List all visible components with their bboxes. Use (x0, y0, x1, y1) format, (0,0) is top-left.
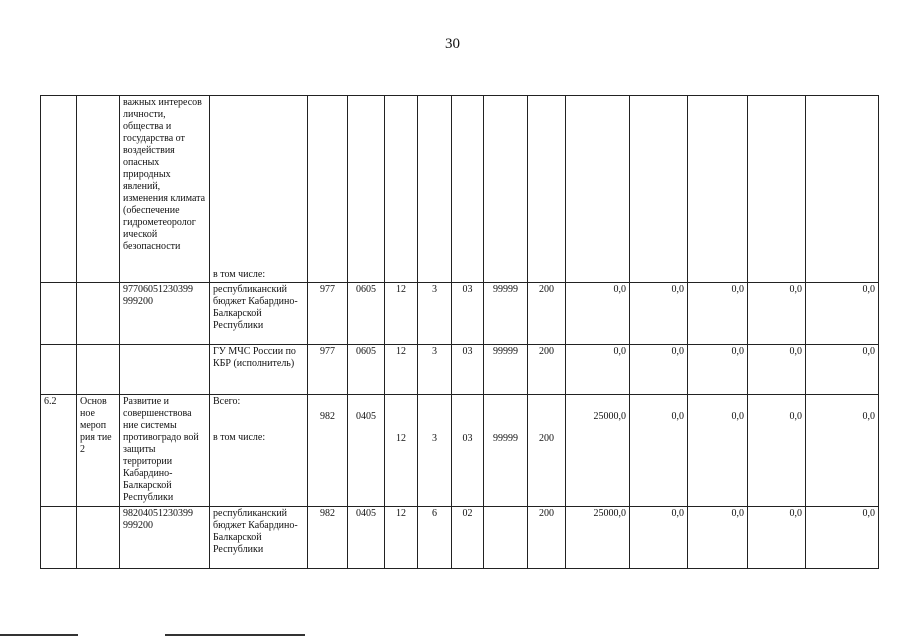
cell-code: 97706051230399 999200 (120, 283, 210, 345)
cell-number (41, 507, 77, 569)
cell-amount-2: 0,0 (630, 283, 688, 345)
cell-amount-4: 0,0 (748, 283, 806, 345)
cell-gp: 12 (385, 507, 418, 569)
cell-code: 98204051230399 999200 (120, 507, 210, 569)
cell-amount-3 (688, 96, 748, 283)
cell-amount-2 (630, 96, 688, 283)
cell-amount-5 (806, 96, 879, 283)
cell-amount-4: 0,0 (748, 345, 806, 395)
cell-gp: 12 (385, 345, 418, 395)
table-row (41, 507, 879, 569)
cell-om: 03 (452, 395, 484, 507)
cell-number (41, 345, 77, 395)
cell-status (77, 283, 120, 345)
cell-gp: 12 (385, 395, 418, 507)
cell-amount-5: 0,0 (806, 507, 879, 569)
cell-vr: 200 (528, 283, 566, 345)
cell-grbs: 977 (308, 345, 348, 395)
table-row (41, 395, 879, 507)
cell-vr: 200 (528, 507, 566, 569)
cell-number (41, 96, 77, 283)
cell-amount-3: 0,0 (688, 345, 748, 395)
cell-amount-2: 0,0 (630, 345, 688, 395)
cell-rzpr: 0405 (348, 507, 385, 569)
cell-status: Основ ное мероп рия тие 2 (77, 395, 120, 507)
cell-source (210, 395, 308, 507)
cell-name: важных интересов личности, общества и государства от воздействия опасных природных явлений, изменения климата (обеспечение гидрометеоролог ической безопасности (120, 96, 210, 283)
cell-number (41, 283, 77, 345)
cell-amount-1: 0,0 (566, 283, 630, 345)
cell-pgp: 3 (418, 395, 452, 507)
cell-amount-3: 0,0 (688, 283, 748, 345)
including-label: в том числе: (213, 432, 266, 443)
cell-amount-5: 0,0 (806, 345, 879, 395)
cell-om: 02 (452, 507, 484, 569)
cell-amount-1: 25000,0 (566, 395, 630, 507)
cell-source: в том числе: (210, 96, 308, 283)
cell-status (77, 96, 120, 283)
cell-gp: 12 (385, 283, 418, 345)
cell-grbs (308, 96, 348, 283)
total-label: Всего: (213, 396, 241, 407)
table-row (41, 283, 879, 345)
cell-direction (484, 96, 528, 283)
cell-vr: 200 (528, 345, 566, 395)
cell-om: 03 (452, 345, 484, 395)
cell-grbs: 982 (308, 507, 348, 569)
scan-line (0, 634, 78, 636)
cell-amount-3: 0,0 (688, 395, 748, 507)
cell-vr (528, 96, 566, 283)
cell-rzpr: 0405 (348, 395, 385, 507)
cell-rzpr (348, 96, 385, 283)
cell-direction: 99999 (484, 395, 528, 507)
cell-om (452, 96, 484, 283)
cell-pgp: 6 (418, 507, 452, 569)
cell-status (77, 345, 120, 395)
cell-amount-4: 0,0 (748, 395, 806, 507)
cell-amount-1 (566, 96, 630, 283)
cell-amount-5: 0,0 (806, 395, 879, 507)
cell-name: Развитие и совершенствова ние системы противоградо вой защиты территории Кабардино-Балкарской Республики (120, 395, 210, 507)
cell-amount-1: 25000,0 (566, 507, 630, 569)
cell-direction: 99999 (484, 283, 528, 345)
cell-pgp: 3 (418, 345, 452, 395)
cell-direction: 99999 (484, 345, 528, 395)
cell-om: 03 (452, 283, 484, 345)
cell-number: 6.2 (41, 395, 77, 507)
cell-amount-2: 0,0 (630, 507, 688, 569)
cell-source: республиканский бюджет Кабардино-Балкарской Республики (210, 283, 308, 345)
cell-source: ГУ МЧС России по КБР (исполнитель) (210, 345, 308, 395)
cell-pgp (418, 96, 452, 283)
cell-amount-4: 0,0 (748, 507, 806, 569)
scan-artifact-lines (0, 634, 905, 638)
cell-rzpr: 0605 (348, 345, 385, 395)
cell-source: республиканский бюджет Кабардино-Балкарской Республики (210, 507, 308, 569)
table-row (41, 96, 879, 283)
cell-vr: 200 (528, 395, 566, 507)
cell-grbs: 982 (308, 395, 348, 507)
budget-table (40, 95, 879, 569)
scan-line (165, 634, 305, 636)
table-row (41, 345, 879, 395)
cell-direction (484, 507, 528, 569)
cell-rzpr: 0605 (348, 283, 385, 345)
cell-amount-1: 0,0 (566, 345, 630, 395)
cell-grbs: 977 (308, 283, 348, 345)
cell-code (120, 345, 210, 395)
cell-amount-4 (748, 96, 806, 283)
cell-pgp: 3 (418, 283, 452, 345)
cell-status (77, 507, 120, 569)
cell-amount-5: 0,0 (806, 283, 879, 345)
page-number: 30 (445, 36, 460, 52)
cell-amount-2: 0,0 (630, 395, 688, 507)
cell-gp (385, 96, 418, 283)
cell-amount-3: 0,0 (688, 507, 748, 569)
